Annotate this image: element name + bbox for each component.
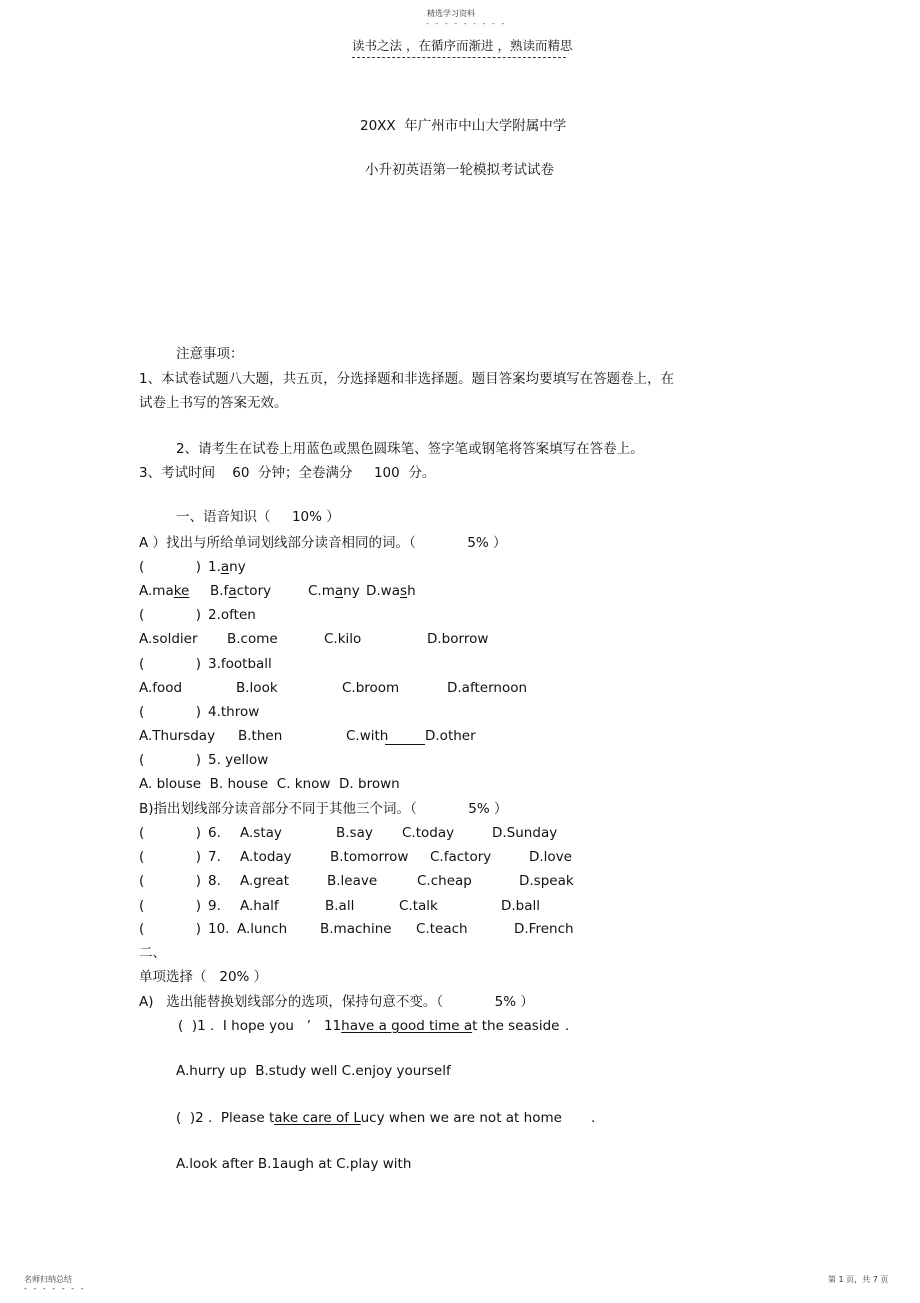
- question-5-options: A. blouse B. house C. know D. brown: [139, 776, 400, 792]
- answer-paren: ( ): [139, 825, 202, 841]
- question-2-option-a: A.soldier: [139, 631, 198, 647]
- question-7-option-b: B.tomorrow: [330, 849, 409, 865]
- footer-page-info: 第 1 页，共 7 页: [828, 1275, 889, 1284]
- question-6-option-a: A.stay: [240, 825, 282, 841]
- question-9-option-c: C.talk: [399, 898, 438, 914]
- question-5-stem: 5. yellow: [208, 752, 269, 768]
- question-8-option-d: D.speak: [519, 873, 574, 889]
- question-3-stem: 3.football: [208, 656, 272, 672]
- question-9-option-d: D.ball: [501, 898, 541, 914]
- question-4-stem: 4.throw: [208, 704, 260, 720]
- question-10-option-a: A.lunch: [237, 921, 288, 937]
- question-1-option-d: D.wash: [366, 583, 416, 599]
- question-2-option-d: D.borrow: [427, 631, 489, 647]
- question-7-num: 7.: [208, 849, 221, 865]
- question-2-stem: 2.often: [208, 607, 256, 623]
- question-6-option-b: B.say: [336, 825, 373, 841]
- question-8-option-b: B.leave: [327, 873, 378, 889]
- question-3-option-c: C.broom: [342, 680, 400, 696]
- question-9-num: 9.: [208, 898, 221, 914]
- notes-item2: 2、请考生在试卷上用蓝色或黑色圆珠笔、签字笔或钢笔将答案填写在答卷上。: [176, 441, 644, 457]
- answer-paren: ( ): [139, 898, 202, 914]
- section1-partA: A ）找出与所给单词划线部分读音相同的词。（ 5% ）: [139, 535, 507, 551]
- footer-left-label: 名师归纳总结: [24, 1275, 72, 1284]
- question-10-option-d: D.French: [514, 921, 574, 937]
- top-dots: - - - - - - - - -: [426, 19, 507, 28]
- question-10-option-b: B.machine: [320, 921, 392, 937]
- answer-paren: ( ): [139, 921, 202, 937]
- section2-label: 二、: [139, 945, 166, 961]
- question-9-option-b: B.all: [325, 898, 355, 914]
- section2-question-1-end: .: [565, 1018, 570, 1034]
- section2-heading: 单项选择（ 20% ）: [139, 969, 268, 985]
- section2-partA: A) 选出能替换划线部分的选项，保持句意不变。（ 5% ）: [139, 994, 534, 1010]
- question-4-option-d: D.other: [425, 728, 476, 744]
- exam-title-line1: 20XX 年广州市中山大学附属中学: [360, 118, 567, 134]
- question-9-option-a: A.half: [240, 898, 279, 914]
- question-8-option-c: C.cheap: [417, 873, 472, 889]
- question-8-num: 8.: [208, 873, 221, 889]
- answer-paren: ( ): [139, 849, 202, 865]
- answer-paren: ( ): [139, 656, 202, 672]
- answer-paren: ( ): [139, 559, 202, 575]
- question-6-option-c: C.today: [402, 825, 455, 841]
- section2-question-2-end: .: [591, 1110, 596, 1126]
- question-7-option-d: D.love: [529, 849, 572, 865]
- question-6-num: 6.: [208, 825, 221, 841]
- blank-line: [385, 744, 425, 745]
- question-7-option-a: A.today: [240, 849, 292, 865]
- answer-paren: ( ): [139, 752, 202, 768]
- section2-question-2: ( )2 . Please take care of Lucy when we are not at home: [176, 1110, 562, 1126]
- question-1-stem: 1.any: [208, 559, 246, 575]
- question-1-option-c: C.many: [308, 583, 360, 599]
- answer-paren: ( ): [139, 607, 202, 623]
- question-3-option-d: D.afternoon: [447, 680, 528, 696]
- question-7-option-c: C.factory: [430, 849, 492, 865]
- question-10-option-c: C.teach: [416, 921, 468, 937]
- question-4-option-a: A.Thursday: [139, 728, 216, 744]
- question-3-option-a: A.food: [139, 680, 183, 696]
- answer-paren: ( ): [139, 873, 202, 889]
- question-4-option-b: B.then: [238, 728, 283, 744]
- motto-dashed-underline: [352, 57, 566, 58]
- notes-item1-b: 试卷上书写的答案无效。: [139, 395, 288, 411]
- exam-title-line2: 小升初英语第一轮模拟考试试卷: [365, 162, 554, 178]
- question-2-option-b: B.come: [227, 631, 278, 647]
- footer-left-dots: - - - - - - -: [24, 1284, 86, 1293]
- answer-paren: ( ): [139, 704, 202, 720]
- section1-heading: 一、语音知识（ 10% ）: [176, 509, 340, 525]
- notes-heading: 注意事项：: [176, 346, 244, 362]
- question-8-option-a: A.great: [240, 873, 289, 889]
- motto: 读书之法 ，在循序而渐进 ，熟读而精思: [352, 38, 573, 53]
- question-10-num: 10.: [208, 921, 230, 937]
- section2-question-2-options: A.look after B.1augh at C.play with: [176, 1156, 412, 1172]
- notes-item1-a: 1、本试卷试题八大题，共五页，分选择题和非选择题。题目答案均要填写在答题卷上，在: [139, 371, 675, 387]
- question-4-option-c: C.with: [346, 728, 389, 744]
- notes-item3: 3、考试时间 60 分钟；全卷满分 100 分。: [139, 465, 436, 481]
- question-2-option-c: C.kilo: [324, 631, 362, 647]
- question-1-option-b: B.factory: [210, 583, 272, 599]
- top-label: 精选学习资料: [427, 9, 475, 18]
- section1-partB: B)指出划线部分读音部分不同于其他三个词。（ 5% ）: [139, 801, 508, 817]
- section2-question-1: ( )1 . I hope you ’ 11have a good time at the seaside: [178, 1018, 560, 1034]
- question-1-option-a: A.make: [139, 583, 190, 599]
- section2-question-1-options: A.hurry up B.study well C.enjoy yourself: [176, 1063, 451, 1079]
- question-3-option-b: B.look: [236, 680, 278, 696]
- question-6-option-d: D.Sunday: [492, 825, 558, 841]
